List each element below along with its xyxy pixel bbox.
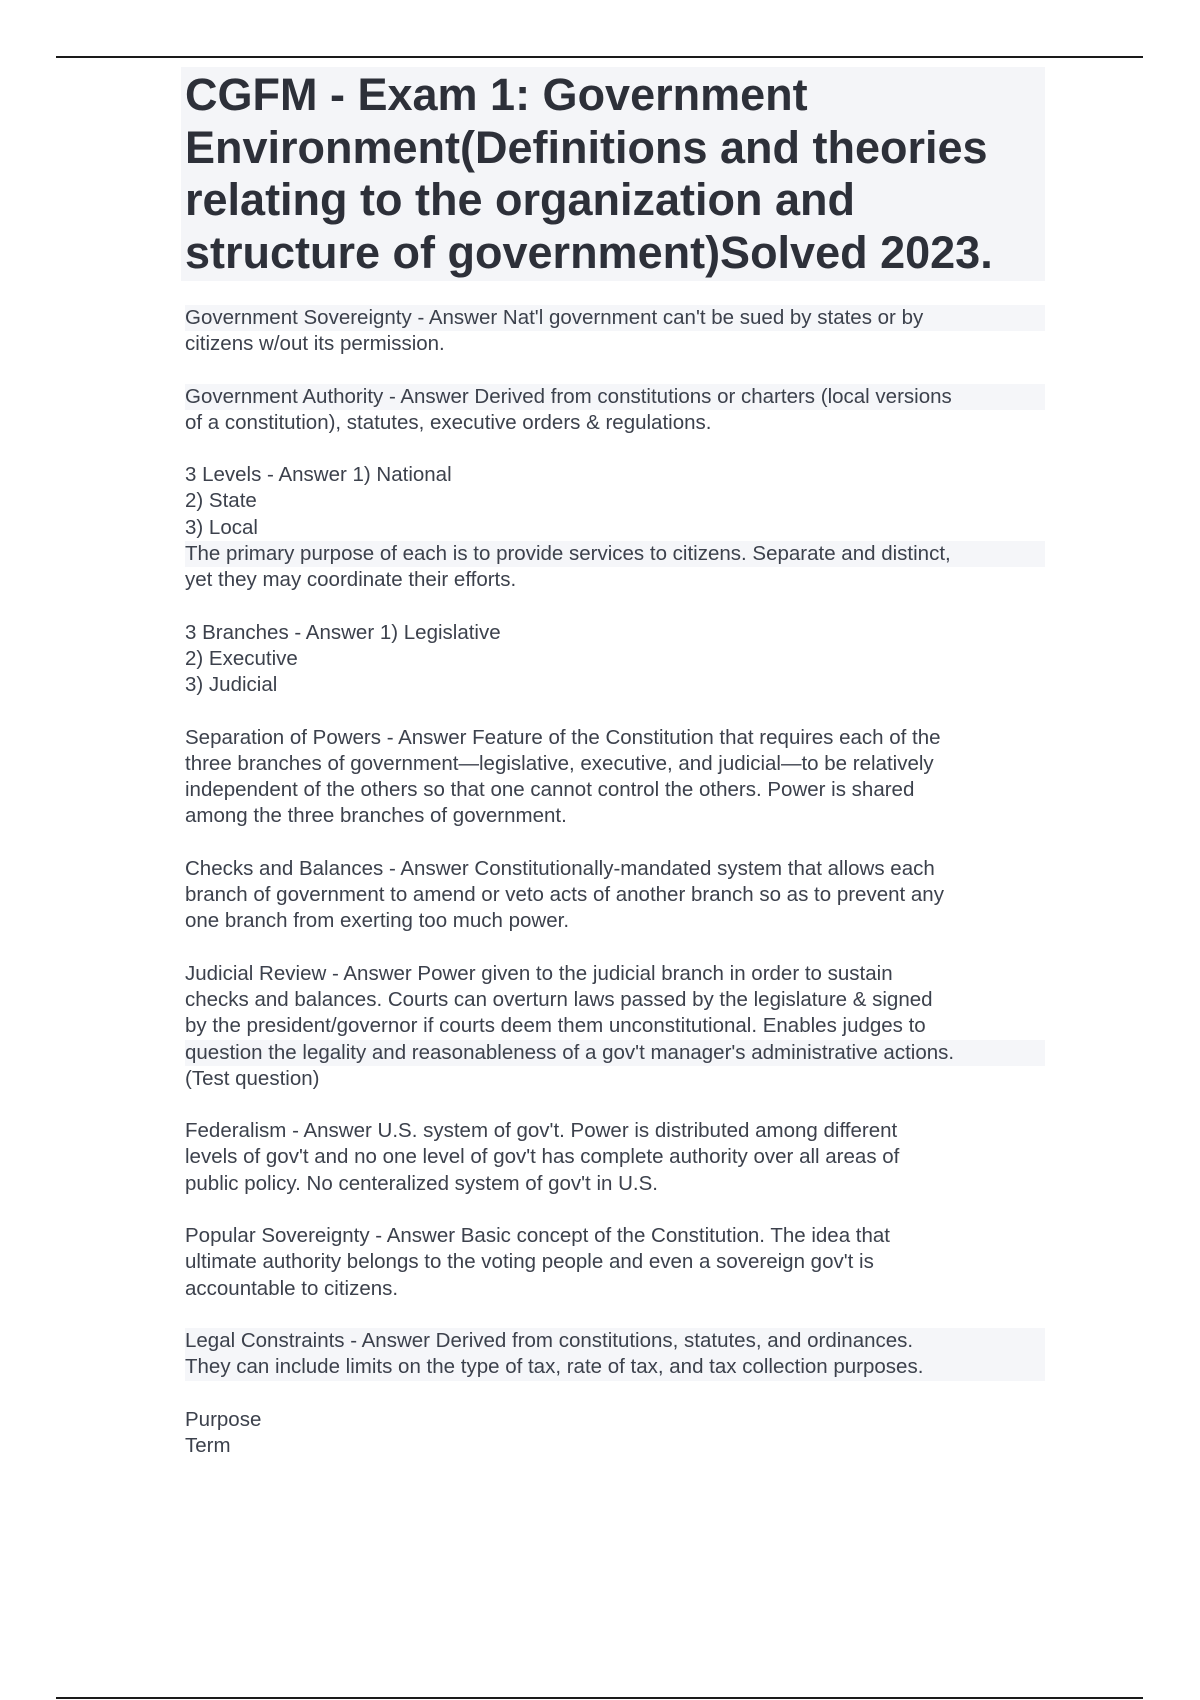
entry-line: 3) Judicial	[185, 673, 278, 697]
entry-checks-and-balances	[185, 856, 1045, 935]
entry-legal-constraints	[185, 1328, 1045, 1381]
entry-line: Federalism - Answer U.S. system of gov't. Power is distributed among different	[185, 1119, 898, 1143]
entry-line: of a constitution), statutes, executive orders & regulations.	[185, 410, 712, 434]
title-line: CGFM - Exam 1: Government	[185, 69, 808, 120]
entry-line: Judicial Review - Answer Power given to the judicial branch in order to sustain	[185, 961, 893, 985]
bottom-rule	[56, 1697, 1143, 1699]
entry-line: Legal Constraints - Answer Derived from constitutions, statutes, and ordinances.	[185, 1328, 1045, 1354]
entry-judicial-review	[185, 961, 1045, 1092]
entry-line: accountable to citizens.	[185, 1276, 399, 1300]
entry-line: They can include limits on the type of tax, rate of tax, and tax collection purposes.	[185, 1354, 1045, 1380]
entry-line: Term	[185, 1433, 231, 1457]
entry-3-levels	[185, 462, 1045, 593]
title-line: Environment(Definitions and theories	[185, 121, 988, 173]
entry-line: 3) Local	[185, 515, 258, 539]
entry-line: ultimate authority belongs to the voting people and even a sovereign gov't is	[185, 1250, 874, 1274]
entry-line: by the president/governor if courts deem them unconstitutional. Enables judges to	[185, 1014, 926, 1038]
entry-purpose-term	[185, 1407, 1045, 1460]
entry-line: Government Sovereignty - Answer Nat'l government can't be sued by states or by	[185, 305, 1045, 331]
entry-line: yet they may coordinate their efforts.	[185, 568, 517, 592]
entry-line: question the legality and reasonableness of a gov't manager's administrative actions.	[185, 1040, 1045, 1066]
document-body	[185, 67, 1045, 1485]
entry-line: 3 Levels - Answer 1) National	[185, 463, 452, 487]
title-line: structure of government)Solved 2023.	[185, 226, 993, 278]
entry-line: branch of government to amend or veto acts of another branch so as to prevent any	[185, 883, 944, 907]
entry-line: Popular Sovereignty - Answer Basic concept of the Constitution. The idea that	[185, 1224, 890, 1248]
entry-separation-of-powers	[185, 725, 1045, 830]
entry-line: levels of gov't and no one level of gov't has complete authority over all areas of	[185, 1145, 900, 1169]
entry-line: independent of the others so that one cannot control the others. Power is shared	[185, 778, 915, 802]
entry-3-branches	[185, 620, 1045, 699]
title-line: relating to the organization and	[185, 174, 856, 225]
entry-line: one branch from exerting too much power.	[185, 909, 570, 933]
entry-line: Government Authority - Answer Derived from constitutions or charters (local versions	[185, 384, 1045, 410]
entry-line: 2) State	[185, 489, 257, 513]
entry-line: checks and balances. Courts can overturn laws passed by the legislature & signed	[185, 987, 933, 1011]
title-block	[181, 67, 1045, 281]
top-rule	[56, 56, 1143, 58]
entry-line: public policy. No centeralized system of gov't in U.S.	[185, 1171, 658, 1195]
entry-popular-sovereignty	[185, 1223, 1045, 1302]
entry-government-authority	[185, 384, 1045, 437]
entry-line: 2) Executive	[185, 646, 298, 670]
entry-federalism	[185, 1118, 1045, 1197]
entry-line: three branches of government—legislative, executive, and judicial—to be relatively	[185, 751, 934, 775]
entry-line: Purpose	[185, 1407, 262, 1431]
entry-line: Separation of Powers - Answer Feature of the Constitution that requires each of the	[185, 725, 941, 749]
entry-line: The primary purpose of each is to provide services to citizens. Separate and distinct,	[185, 541, 1045, 567]
document-title	[185, 69, 1041, 279]
entry-line: Checks and Balances - Answer Constitutionally-mandated system that allows each	[185, 856, 935, 880]
entry-line: citizens w/out its permission.	[185, 332, 445, 356]
entry-line: among the three branches of government.	[185, 804, 567, 828]
entry-line: 3 Branches - Answer 1) Legislative	[185, 620, 501, 644]
entry-line: (Test question)	[185, 1066, 320, 1090]
entry-government-sovereignty	[185, 305, 1045, 358]
